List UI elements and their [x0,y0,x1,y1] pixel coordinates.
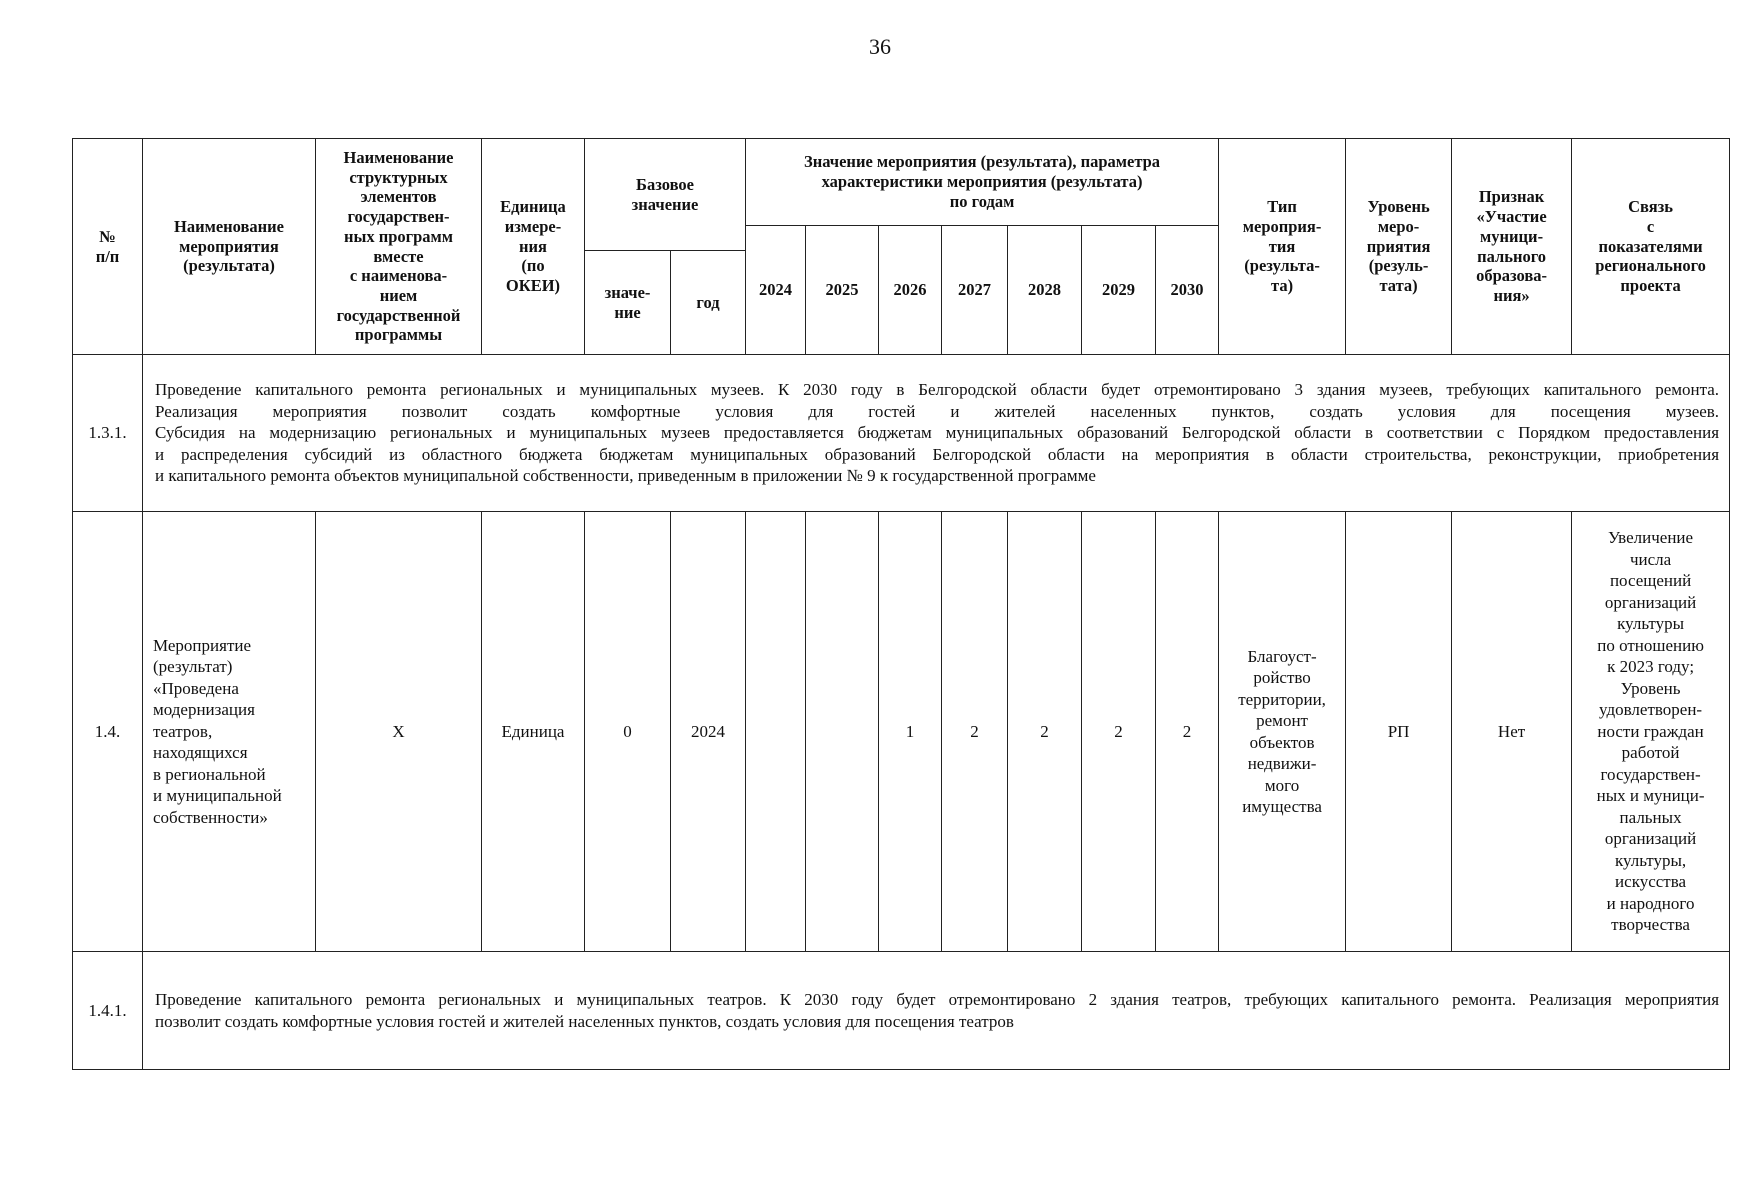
cell-line: числа [1629,549,1672,569]
cell-line: находящихся [153,743,248,763]
row-1-4-base-value: 0 [585,512,671,952]
paragraph-line: Проведение капитального ремонта региональных и муниципальных музеев. К 2030 году в Белгородской области будет отремонтировано 3 здания музеев, требующих капитального ремонта. [155,380,1720,400]
cell-line: тия [1268,236,1296,256]
cell-line: ройство [1253,668,1311,687]
cell-line: Уровень [1367,197,1430,217]
cell-line: ния» [1493,285,1530,305]
cell-line: и народного [1606,893,1695,913]
cell-line: Наименование [174,216,284,236]
row-1-4-type [1219,512,1346,952]
cell-line: приятия [1366,236,1431,256]
cell-line: значение [631,194,699,214]
cell-line: имущества [1242,797,1322,816]
cell-line: п/п [95,246,120,266]
paragraph-line: Субсидия на модернизацию региональных и муниципальных музеев предоставляется бюджетам муниципальных образований Белгородской области в соответствии с Порядком предоставления [155,423,1720,443]
cell-line: организаций [1604,829,1697,849]
row-1-4-value-2030: 2 [1156,512,1219,952]
header-year-2028: 2028 [1008,226,1082,355]
row-1-4 [73,512,1730,952]
cell-line: (по [521,256,545,276]
paragraph-line: Проведение капитального ремонта региональных и муниципальных театров. К 2030 году будет отремонтировано 2 здания театров, требующих капитального ремонта. Реализация мероприятия [155,990,1720,1009]
cell-line: культуры, [1614,850,1687,870]
cell-line: государствен- [1600,764,1701,784]
cell-line: образова- [1476,266,1548,286]
row-1-4-1 [73,952,1730,1070]
cell-line: вместе [373,246,424,266]
cell-line: культуры [1617,614,1685,634]
header-year-2029: 2029 [1082,226,1156,355]
cell-line: показателями [1598,236,1703,256]
row-1-4-1-description [143,952,1730,1070]
cell-line: в региональной [153,764,266,784]
paragraph-line: и капитального ремонта объектов муниципальной собственности, приведенным в приложении № 9 к государственной программе [155,466,1096,486]
row-1-4-num: 1.4. [73,512,143,952]
paragraph-line: позволит создать комфортные условия гостей и жителей населенных пунктов, создать условия для посещения театров [155,1011,1014,1031]
cell-line: (результат) [153,657,233,677]
cell-line: Признак [1478,187,1545,207]
cell-line: Мероприятие [153,635,252,655]
header-year-2030: 2030 [1156,226,1219,355]
cell-line: мероприя- [1242,216,1322,236]
cell-line: № [99,226,116,246]
header-num [73,139,143,355]
cell-line: искусства [1615,872,1687,892]
row-1-4-value-2027: 2 [942,512,1008,952]
row-1-3-1 [73,355,1730,512]
header-unit [482,139,585,355]
cell-line: посещений [1609,571,1692,591]
cell-line: элементов [360,187,437,207]
cell-line: (резуль- [1368,256,1429,276]
header-row-1 [73,139,1730,226]
row-1-4-unit: Единица [482,512,585,952]
cell-line: регионального [1595,256,1706,276]
cell-line: Базовое [636,174,694,194]
row-1-4-level: РП [1346,512,1452,952]
cell-line: характеристики мероприятия (результата) [821,172,1143,192]
cell-line: программы [354,325,443,345]
row-1-3-1-description [143,355,1730,512]
page-number: 36 [869,34,891,59]
cell-line: с наименова- [349,266,448,286]
cell-line: и муниципальной [153,786,282,806]
cell-line: меро- [1377,216,1420,236]
paragraph-line: Реализация мероприятия позволит создать комфортные условия для гостей и жителей населенных пунктов, создать условия для посещения музеев. [155,401,1720,421]
cell-line: Увеличение [1608,528,1694,548]
paragraph-line: и распределения субсидий из областного бюджета бюджетам муниципальных образований Белгородской области на мероприятия в области строительства, реконструкции, приобретения [155,444,1720,464]
cell-line: работой [1621,743,1680,763]
cell-line: тата) [1379,276,1418,296]
row-1-4-name [143,512,316,952]
header-link-to-project [1572,139,1730,355]
cell-line: ности граждан [1597,721,1704,741]
cell-line: ных программ [343,226,454,246]
row-1-4-municipal-participation: Нет [1452,512,1572,952]
header-year-2024: 2024 [746,226,806,355]
cell-line: Тип [1267,197,1297,217]
row-1-4-value-2029: 2 [1082,512,1156,952]
row-1-3-1-num: 1.3.1. [73,355,143,512]
cell-line: пального [1477,246,1547,266]
cell-line: нием [379,285,418,305]
cell-line: (результата) [183,256,275,276]
cell-line: по годам [949,191,1015,211]
cell-line: ных и муници- [1596,786,1705,806]
cell-line: театров, [153,721,213,741]
cell-line: мероприятия [179,236,279,256]
cell-line: ремонт [1256,711,1308,730]
cell-line: по отношению [1597,635,1704,655]
cell-line: государственной [336,305,461,325]
cell-line: Благоуст- [1247,646,1317,666]
cell-line: территории, [1238,689,1326,709]
row-1-4-base-year: 2024 [671,512,746,952]
row-1-4-link-to-project [1572,512,1730,952]
cell-line: творчества [1611,915,1690,935]
cell-line: «Участие [1476,207,1547,227]
header-structural-elements [316,139,482,355]
header-municipal-participation [1452,139,1572,355]
cell-line: объектов [1249,732,1315,752]
cell-line: ОКЕИ) [505,276,561,296]
cell-line: пальных [1619,807,1682,827]
cell-line: с [1646,216,1655,236]
cell-line: Единица [500,197,566,217]
cell-line: государствен- [347,207,450,227]
row-1-4-value-2026: 1 [879,512,942,952]
cell-line: «Проведена [153,678,239,698]
cell-line: Наименование [343,147,454,167]
cell-line: организаций [1604,592,1697,612]
cell-line: модернизация [153,700,255,720]
row-1-4-1-num: 1.4.1. [73,952,143,1070]
row-1-4-value-2028: 2 [1008,512,1082,952]
cell-line: Связь [1628,197,1674,217]
cell-line: (результа- [1244,256,1320,276]
header-name [143,139,316,355]
cell-line: та) [1271,276,1294,296]
row-1-4-structural-element: X [316,512,482,952]
cell-line: ния [519,236,547,256]
cell-line: структурных [349,167,448,187]
header-level [1346,139,1452,355]
header-base-year: год [671,251,746,355]
cell-line: удовлетворен- [1599,700,1703,720]
row-1-4-value-2024 [746,512,806,952]
cell-line: Уровень [1620,678,1681,698]
header-year-2026: 2026 [879,226,942,355]
cell-line: ние [614,302,641,322]
cell-line: недвижи- [1247,754,1317,773]
header-year-2025: 2025 [806,226,879,355]
cell-line: мого [1264,775,1300,795]
cell-line: измере- [504,216,562,236]
row-1-4-value-2025 [806,512,879,952]
cell-line: муници- [1480,226,1544,246]
header-year-2027: 2027 [942,226,1008,355]
cell-line: к 2023 году; [1607,657,1695,677]
header-type [1219,139,1346,355]
activities-table [72,138,1730,1070]
cell-line: значе- [604,282,651,302]
header-base-value-amount [585,251,671,355]
header-values-by-year [746,139,1219,226]
cell-line: проекта [1620,276,1681,296]
cell-line: собственности» [153,807,268,827]
header-base-value [585,139,746,251]
cell-line: Значение мероприятия (результата), параметра [804,152,1161,172]
